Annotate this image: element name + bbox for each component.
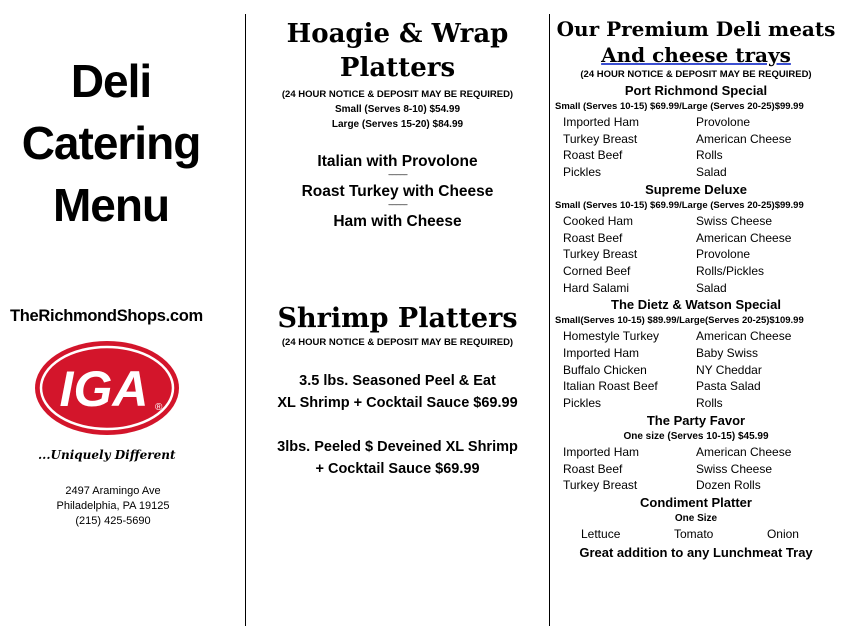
right-column [551,0,841,563]
shrimp-item: 3.5 lbs. Seasoned Peel & Eat [299,373,496,389]
price-small: Small (Serves 8-10) $54.99 [334,104,461,115]
notice-text: (24 HOUR NOTICE & DEPOSIT MAY BE REQUIRED) [580,69,812,80]
tray-item: Homestyle Turkey [563,329,660,344]
store-address [0,484,226,529]
phone-number: (215) 425-5690 [75,515,151,527]
tray-item: Roast Beef [563,461,623,476]
shrimp-title: Shrimp Platters [277,303,518,334]
tray-contents [563,213,841,297]
tray-price: Small (Serves 10-15) $69.99/Large (Serves 20-25)$99.99 [555,101,804,112]
middle-column [246,0,549,480]
shrimp-item: + Cocktail Sauce $69.99 [315,461,480,477]
tray-item: Pasta Salad [696,379,761,394]
tray-item: American Cheese [696,444,792,459]
hoagie-title: Hoagie & Wrap [286,19,509,49]
price-large: Large (Serves 15-20) $84.99 [331,119,464,130]
platter-item: Roast Turkey with Cheese [301,183,494,200]
tray-item: Roast Beef [563,148,623,163]
tray-item: Salad [696,280,727,295]
tray-item: Onion [766,526,799,541]
tray-item: Salad [696,165,727,180]
shrimp-item: 3lbs. Peeled $ Deveined XL Shrimp [277,439,518,455]
tray-price: Small (Serves 10-15) $69.99/Large (Serves 20-25)$99.99 [555,199,804,211]
tray-item: Turkey Breast [563,478,638,493]
tray-contents [563,444,841,494]
tray-item: Imported Ham [563,115,640,129]
tray-item: Corned Beef [563,263,631,278]
tray-item: Rolls/Pickles [696,263,765,278]
logo-text: IGA [59,361,149,417]
tray-name: Condiment Platter [640,494,752,510]
tray-item: Pickles [563,165,602,180]
tray-item: Dozen Rolls [696,478,761,493]
platter-item: Ham with Cheese [333,213,462,230]
tagline: ...Uniquely Different [38,448,176,462]
notice-text: (24 HOUR NOTICE & DEPOSIT MAY BE REQUIRED) [281,89,514,100]
divider: -------------- [388,172,407,179]
tray-item: Provolone [696,115,751,129]
tray-item: American Cheese [696,329,792,344]
tray-item: Turkey Breast [563,247,638,262]
tray-item: Pickles [563,396,602,411]
website-link[interactable]: TheRichmondShops.com [10,307,203,325]
tray-item: Roast Beef [563,230,623,245]
tray-name: Port Richmond Special [624,83,768,98]
tray-item: Tomato [673,526,714,541]
condiment-items [581,526,799,543]
condiment-note: Great addition to any Lunchmeat Tray [579,544,813,560]
tray-item: Imported Ham [563,444,640,459]
tray-size: One Size [674,512,718,524]
tray-item: Imported Ham [563,346,640,361]
shrimp-item: XL Shrimp + Cocktail Sauce $69.99 [277,395,518,411]
tray-item: Baby Swiss [696,346,759,361]
platter-item: Italian with Provolone [317,153,478,170]
tray-item: Rolls [696,396,723,411]
tray-price: One size (Serves 10-15) $45.99 [623,430,769,442]
tray-item: Provolone [696,247,751,262]
registered-mark: ® [155,402,163,413]
tray-name: The Party Favor [646,412,746,428]
tray-price: Small(Serves 10-15) $89.99/Large(Serves 20-25)$109.99 [555,315,804,327]
deli-trays-title: Our Premium Deli meats [556,17,836,41]
tray-item: Hard Salami [563,280,630,295]
address-line: Philadelphia, PA 19125 [56,500,170,512]
column-divider [549,14,550,626]
tray-item: Turkey Breast [563,131,638,146]
tray-item: Italian Roast Beef [563,379,658,394]
deli-trays-title [551,42,841,68]
hoagie-title: Platters [339,53,456,83]
menu-title-line: Catering [21,117,201,169]
divider: -------------- [388,202,407,209]
tray-item: Cooked Ham [563,213,634,228]
tray-contents [563,114,841,181]
tray-item: Buffalo Chicken [563,362,647,377]
tray-name: Supreme Deluxe [645,181,747,197]
tray-item: American Cheese [696,230,792,245]
tray-contents [563,328,841,412]
tray-item: NY Cheddar [696,362,762,377]
menu-title [0,50,222,236]
tray-item: American Cheese [696,131,792,146]
tray-item: Lettuce [581,526,621,541]
deli-trays-title-text: And cheese trays [601,43,791,67]
tray-item: Swiss Cheese [696,213,773,228]
tray-item: Rolls [696,148,723,163]
menu-title-line: Menu [52,179,170,231]
iga-logo [34,340,180,436]
notice-text: (24 HOUR NOTICE & DEPOSIT MAY BE REQUIRED) [281,337,514,348]
menu-title-line: Deli [70,55,152,107]
address-line: 2497 Aramingo Ave [65,485,161,497]
tray-name: The Dietz & Watson Special [611,297,781,313]
tray-item: Swiss Cheese [696,461,773,476]
